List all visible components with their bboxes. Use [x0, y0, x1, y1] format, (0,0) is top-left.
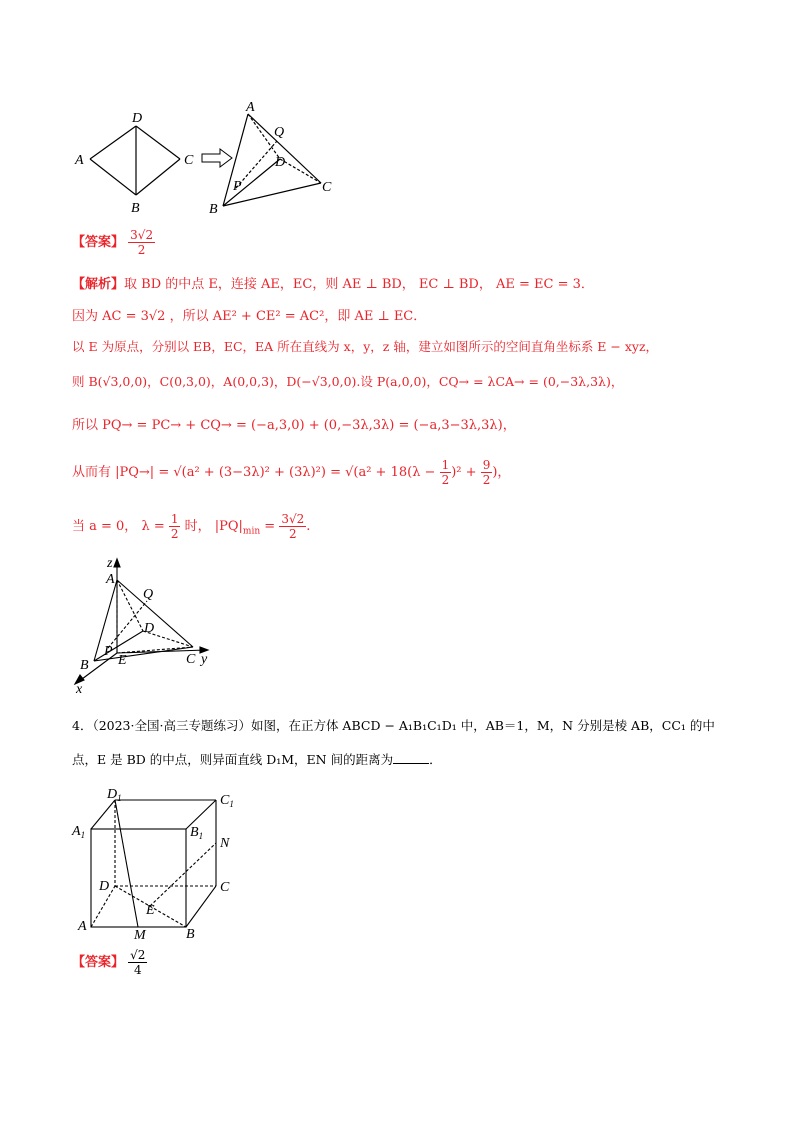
label-m: M — [134, 928, 146, 940]
tetra-segment-pq-dashed — [236, 141, 277, 188]
solution-6-pre: 从而有 |PQ→| = √(a² + (3−3λ)² + (3λ)²) = √(a² + 18(λ − — [72, 465, 440, 480]
label-c1: $C_1$ — [220, 793, 234, 809]
tetra-label-a: A — [246, 100, 255, 115]
label-e: E — [118, 653, 127, 668]
answer-1-denominator: 2 — [137, 243, 146, 257]
solution-6-frac1-num: 1 — [441, 458, 450, 472]
rhombus-label-c: C — [184, 153, 194, 168]
solution-7-mid: 时， |PQ| — [180, 519, 243, 534]
solution-6-frac2 — [481, 458, 493, 487]
edge-ac — [117, 580, 193, 647]
figure-coordinate-tetrahedron — [70, 555, 220, 695]
solution-7-pre: 当 a = 0， λ = — [72, 519, 169, 534]
tetra-label-c: C — [322, 180, 332, 195]
solution-6-frac2-den: 2 — [482, 473, 491, 487]
answer-blank[interactable] — [393, 751, 429, 764]
label-n: N — [220, 836, 230, 851]
label-d: D — [144, 621, 155, 636]
answer-4-value — [128, 948, 147, 977]
solution-7-eq: = — [260, 519, 280, 534]
solution-line-7 — [72, 512, 310, 541]
solution-line-2: 因为 AC = 3√2 ，所以 AE² + CE² = AC²，即 AE ⊥ EC． — [72, 309, 427, 324]
solution-7-frac-den: 2 — [170, 527, 179, 541]
solution-7-frac-num: 1 — [170, 512, 179, 526]
answer-1-tag: 【答案】 — [72, 235, 125, 250]
solution-6-frac1-den: 2 — [441, 473, 450, 487]
rhombus-edge-cb — [136, 159, 180, 195]
z-axis-arrow — [114, 559, 120, 567]
answer-4-denominator: 4 — [133, 963, 142, 977]
label-x: x — [76, 682, 83, 695]
figure-cube — [70, 780, 250, 940]
solution-text-1: 取 BD 的中点 E，连接 AE，EC，则 AE ⊥ BD， EC ⊥ BD， AE = EC = 3． — [124, 277, 594, 292]
segment-d1m — [115, 800, 138, 927]
label-e: E — [146, 903, 155, 918]
label-a: A — [78, 919, 87, 934]
tetra-label-q: Q — [274, 125, 285, 140]
label-a1: $A_1$ — [72, 824, 86, 840]
label-b: B — [80, 658, 89, 673]
solution-7-result — [279, 512, 306, 541]
figure-rhombus-to-tetrahedron — [70, 100, 350, 220]
label-d: D — [99, 879, 110, 894]
problem-4-line-1: 4．（2023·全国·高三专题练习）如图，在正方体 ABCD − A₁B₁C₁D₁ 中，AB＝1，M，N 分别是棱 AB，CC₁ 的中 — [72, 718, 715, 733]
label-d1: $D_1$ — [107, 787, 122, 803]
label-z: z — [107, 556, 113, 571]
problem-4-end: ． — [429, 752, 442, 767]
solution-7-frac — [169, 512, 181, 541]
segment-en-dashed — [150, 843, 216, 906]
rhombus-label-b: B — [131, 201, 140, 216]
answer-4 — [72, 948, 147, 977]
rhombus-label-a: A — [75, 153, 84, 168]
transform-arrow — [202, 149, 232, 167]
cube-front-face — [91, 829, 186, 927]
label-p: P — [104, 644, 113, 659]
rhombus-edge-dc — [136, 126, 180, 159]
solution-6-mid: )² + — [451, 465, 481, 480]
edge-bc — [186, 886, 216, 927]
answer-4-tag: 【答案】 — [72, 955, 125, 970]
rhombus-label-d: D — [132, 111, 143, 126]
tetra-edge-dc-dashed — [280, 159, 321, 183]
solution-7-end: . — [306, 519, 311, 534]
solution-6-frac2-num: 9 — [482, 458, 491, 472]
rhombus-edge-ba — [90, 159, 136, 195]
solution-7-sub: min — [242, 526, 261, 537]
label-b1: $B_1$ — [190, 825, 204, 841]
solution-line-1 — [72, 273, 594, 292]
tetra-label-d: D — [275, 155, 286, 170]
tetra-edge-ac — [248, 114, 321, 183]
label-c: C — [220, 880, 230, 895]
answer-4-numerator: √2 — [130, 948, 146, 962]
answer-1-numerator: 3√2 — [130, 228, 154, 242]
answer-1 — [72, 228, 155, 257]
solution-7-result-den: 2 — [288, 527, 297, 541]
rhombus-edge-ad — [90, 126, 136, 159]
tetra-label-p: P — [233, 179, 242, 194]
label-q: Q — [143, 587, 154, 602]
solution-line-3: 以 E 为原点，分别以 EB，EC，EA 所在直线为 x，y，z 轴，建立如图所示的空间直角坐标系 E − xyz， — [72, 339, 659, 354]
solution-7-result-num: 3√2 — [281, 512, 305, 526]
solution-line-5: 所以 PQ→ = PC→ + CQ→ = (−a,3,0) + (0,−3λ,3λ) = (−a,3−3λ,3λ)， — [72, 418, 516, 433]
solution-line-6 — [72, 458, 510, 487]
problem-4-text: 点，E 是 BD 的中点，则异面直线 D₁M，EN 间的距离为 — [72, 752, 394, 767]
solution-6-post: )， — [492, 465, 511, 480]
label-a: A — [106, 572, 115, 587]
edge-a1d1 — [91, 800, 115, 829]
problem-4-line-2 — [72, 750, 442, 768]
label-y: y — [201, 652, 208, 667]
answer-1-value — [128, 228, 155, 257]
solution-tag: 【解析】 — [72, 277, 125, 292]
label-c: C — [186, 652, 196, 667]
edge-ad-dashed — [117, 580, 143, 631]
solution-line-4: 则 B(√3,0,0)，C(0,3,0)，A(0,0,3)，D(−√3,0,0).设 P(a,0,0)，CQ→ = λCA→ = (0,−3λ,3λ)， — [72, 374, 624, 389]
tetra-label-b: B — [209, 202, 218, 217]
solution-6-frac1 — [440, 458, 452, 487]
label-b: B — [186, 927, 195, 940]
